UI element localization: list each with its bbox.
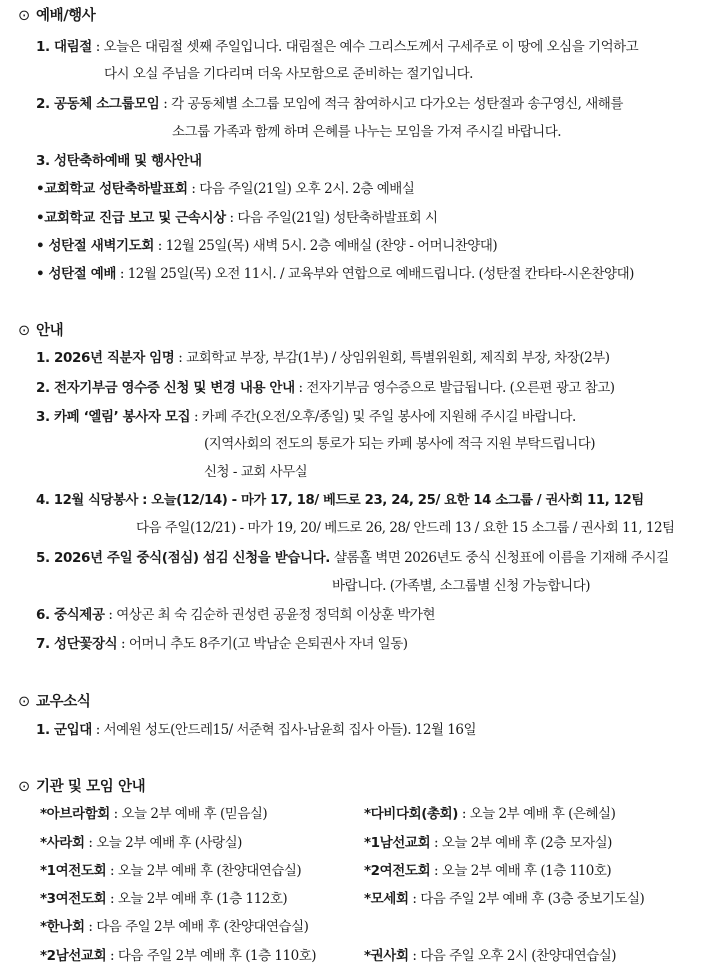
section-bullet-icon: ⊙ [18,694,30,710]
list-item-cafe-apply: 신청 - 교회 사무실 [204,464,308,480]
list-item-lunch: 5. 2026년 주일 중식(점심) 섬김 신청을 받습니다. 샬롬홀 벽면 2026년도 중식 신청표에 이름을 기재해 주시길 [36,550,669,566]
group-item: *모세회 : 다음 주일 2부 예배 후 (3층 중보기도실) [364,891,645,907]
list-item-kitchen-cont: 다음 주일(12/21) - 마가 19, 20/ 베드로 26, 28/ 안드레 13 / 요한 15 소그룹 / 권사회 11, 12팀 [136,520,675,536]
group-item: *사라회 : 오늘 2부 예배 후 (사랑실) [40,835,242,851]
group-item: *2남선교회 : 다음 주일 2부 예배 후 (1층 110호) [40,948,316,964]
section-heading-member-news: ⊙ 교우소식 [18,694,91,710]
section-heading-groups: ⊙ 기관 및 모임 안내 [18,779,146,795]
group-item: *한나회 : 다음 주일 2부 예배 후 (찬양대연습실) [40,919,309,935]
list-item-enlistment: 1. 군입대 : 서예원 성도(안드레15/ 서준혁 집사-남윤희 집사 아들). 12월 16일 [36,722,477,738]
section-bullet-icon: ⊙ [18,8,30,24]
list-item-officers: 1. 2026년 직분자 임명 : 교회학교 부장, 부감(1부) / 상임위원회, 특별위원회, 제직회 부장, 차장(2부) [36,350,610,366]
list-item-lunch-providers: 6. 중식제공 : 여상곤 최 숙 김순하 권성련 공윤정 정덕희 이상훈 박가현 [36,607,436,623]
list-item-smallgroup-cont: 소그룹 가족과 함께 하며 은혜를 나누는 모임을 가져 주시길 바랍니다. [172,124,562,140]
christmas-item: •교회학교 진급 보고 및 근속시상 : 다음 주일(21일) 성탄축하발표회 시 [36,210,438,226]
list-item-smallgroup: 2. 공동체 소그룹모임 : 각 공동체별 소그룹 모임에 적극 참여하시고 다가오는 성탄절과 송구영신, 새해를 [36,96,623,112]
christmas-item: • 성탄절 예배 : 12월 25일(목) 오전 11시. / 교육부와 연합으로 예배드립니다. (성탄절 칸타타-시온찬양대) [36,266,634,282]
list-item-cafe: 3. 카페 ‘엘림’ 봉사자 모집 : 카페 주간(오전/오후/종일) 및 주일 봉사에 지원해 주시길 바랍니다. [36,409,576,425]
list-item-christmas-heading: 3. 성탄축하예배 및 행사안내 [36,153,202,169]
group-item: *다비다회(총회) : 오늘 2부 예배 후 (은혜실) [364,806,616,822]
group-item: *2여전도회 : 오늘 2부 예배 후 (1층 110호) [364,863,612,879]
list-item-lunch-cont: 바랍니다. (가족별, 소그룹별 신청 가능합니다) [332,578,591,594]
list-item-cafe-cont: (지역사회의 전도의 통로가 되는 카페 봉사에 적극 지원 부탁드립니다) [204,436,596,452]
section-heading-worship: ⊙ 예배/행사 [18,8,96,24]
group-item: *1남선교회 : 오늘 2부 예배 후 (2층 모자실) [364,835,612,851]
christmas-item: • 성탄절 새벽기도회 : 12월 25일(목) 새벽 5시. 2층 예배실 (찬양 - 어머니찬양대) [36,238,498,254]
list-item-receipt: 2. 전자기부금 영수증 신청 및 변경 내용 안내 : 전자기부금 영수증으로 발급됩니다. (오른편 광고 참고) [36,380,615,396]
christmas-item: •교회학교 성탄축하발표회 : 다음 주일(21일) 오후 2시. 2층 예배실 [36,181,415,197]
list-item-kitchen: 4. 12월 식당봉사 : 오늘(12/14) - 마가 17, 18/ 베드로 23, 24, 25/ 요한 14 소그룹 / 권사회 11, 12팀 [36,493,644,508]
list-item-flowers: 7. 성단꽃장식 : 어머니 추도 8주기(고 박남순 은퇴권사 자녀 일동) [36,636,408,652]
group-item: *아브라함회 : 오늘 2부 예배 후 (믿음실) [40,806,268,822]
group-item: *3여전도회 : 오늘 2부 예배 후 (1층 112호) [40,891,288,907]
section-bullet-icon: ⊙ [18,779,30,795]
group-item: *권사회 : 다음 주일 오후 2시 (찬양대연습실) [364,948,617,964]
group-item: *1여전도회 : 오늘 2부 예배 후 (찬양대연습실) [40,863,302,879]
section-bullet-icon: ⊙ [18,323,30,339]
list-item-advent: 1. 대림절 : 오늘은 대림절 셋째 주일입니다. 대림절은 예수 그리스도께서 구세주로 이 땅에 오심을 기억하고 [36,39,639,55]
section-heading-notice: ⊙ 안내 [18,323,64,339]
list-item-advent-cont: 다시 오실 주님을 기다리며 더욱 사모함으로 준비하는 절기입니다. [104,66,473,82]
